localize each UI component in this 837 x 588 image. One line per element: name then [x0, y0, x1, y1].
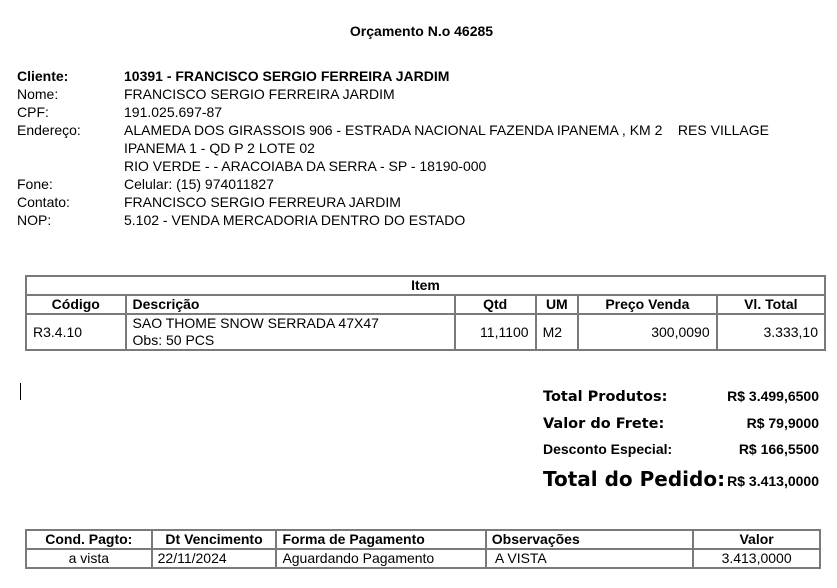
table-row: [26, 314, 825, 350]
nop-value: 5.102 - VENDA MERCADORIA DENTRO DO ESTADO: [124, 212, 466, 228]
frete-label: Valor do Frete:: [543, 416, 665, 432]
descricao-text: SAO THOME SNOW SERRADA 47X47: [132, 315, 379, 331]
totals-block: [543, 388, 819, 491]
header-valor: Valor: [693, 530, 820, 549]
fone-row: [17, 175, 769, 193]
nop-label: NOP:: [17, 212, 52, 228]
frete-value: R$ 79,9000: [746, 415, 819, 431]
client-info: [17, 67, 769, 229]
desconto-value: R$ 166,5500: [738, 441, 819, 457]
header-cond-pagto: Cond. Pagto:: [26, 530, 152, 549]
items-caption: Item: [26, 276, 825, 295]
total-pedido-row: [543, 467, 819, 491]
cliente-label: Cliente:: [17, 68, 69, 84]
header-um: UM: [536, 295, 579, 314]
contato-value: FRANCISCO SERGIO FERREURA JARDIM: [124, 194, 401, 210]
frete-row: [543, 415, 819, 441]
cpf-label: CPF:: [17, 104, 49, 120]
cell-forma: Aguardando Pagamento: [276, 549, 485, 568]
cliente-row: [17, 67, 769, 85]
desconto-row: [543, 441, 819, 467]
items-caption-row: [26, 276, 825, 295]
cpf-row: [17, 103, 769, 121]
cell-vencimento: 22/11/2024: [152, 549, 277, 568]
text-cursor: [20, 383, 21, 400]
header-descricao: Descrição: [126, 295, 455, 314]
endereco-row: [17, 121, 769, 139]
nome-value: FRANCISCO SERGIO FERREIRA JARDIM: [124, 86, 395, 102]
payment-header-row: [26, 530, 820, 549]
total-pedido-value: R$ 3.413,0000: [727, 473, 819, 489]
total-produtos-label: Total Produtos:: [543, 389, 668, 405]
header-observacoes: Observações: [486, 530, 693, 549]
cliente-value: 10391 - FRANCISCO SERGIO FERREIRA JARDIM: [124, 68, 450, 84]
header-total: Vl. Total: [717, 295, 825, 314]
cell-descricao: [126, 314, 455, 350]
nop-row: [17, 211, 769, 229]
cell-total: 3.333,10: [717, 314, 825, 350]
header-codigo: Código: [26, 295, 126, 314]
payment-table: [25, 529, 821, 569]
desconto-label: Desconto Especial:: [543, 441, 673, 457]
table-row: [26, 549, 820, 568]
cell-preco: 300,0090: [578, 314, 717, 350]
contato-label: Contato:: [17, 194, 70, 210]
descricao-obs: Obs: 50 PCS: [132, 332, 215, 348]
items-table: [25, 275, 826, 351]
header-forma-pagamento: Forma de Pagamento: [276, 530, 485, 549]
contato-row: [17, 193, 769, 211]
endereco-label: Endereço:: [17, 122, 81, 138]
nome-label: Nome:: [17, 86, 59, 102]
endereco-line-3: RIO VERDE - - ARACOIABA DA SERRA - SP - 18190-000: [124, 158, 487, 174]
cell-codigo: R3.4.10: [26, 314, 126, 350]
nome-row: [17, 85, 769, 103]
fone-label: Fone:: [17, 176, 53, 192]
cell-um: M2: [536, 314, 579, 350]
items-header-row: [26, 295, 825, 314]
cell-qtd: 11,1100: [455, 314, 536, 350]
header-qtd: Qtd: [455, 295, 536, 314]
cpf-value: 191.025.697-87: [124, 104, 223, 120]
page-title: Orçamento N.o 46285: [349, 23, 494, 39]
total-produtos-value: R$ 3.499,6500: [727, 388, 819, 404]
cell-valor: 3.413,0000: [693, 549, 820, 568]
total-pedido-label: Total do Pedido:: [543, 467, 726, 491]
cell-obs: A VISTA: [486, 549, 693, 568]
endereco-line-2: IPANEMA 1 - QD P 2 LOTE 02: [124, 140, 315, 156]
fone-value: Celular: (15) 974011827: [124, 176, 274, 192]
header-dt-vencimento: Dt Vencimento: [152, 530, 277, 549]
endereco-line-1: ALAMEDA DOS GIRASSOIS 906 - ESTRADA NACIONAL FAZENDA IPANEMA , KM 2 RES VILLAGE: [124, 122, 769, 138]
cell-cond: a vista: [26, 549, 152, 568]
header-preco: Preço Venda: [578, 295, 717, 314]
total-produtos-row: [543, 388, 819, 415]
